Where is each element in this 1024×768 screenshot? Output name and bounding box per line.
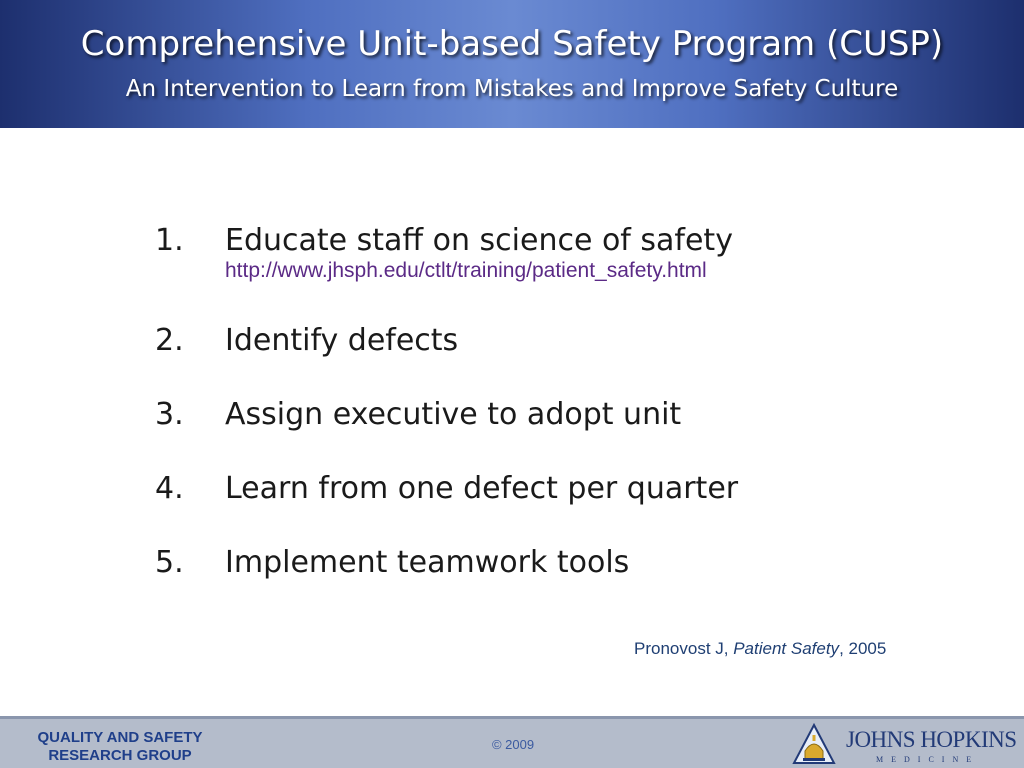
list-item-text: Educate staff on science of safety xyxy=(225,223,733,258)
list-item-text: Implement teamwork tools xyxy=(225,545,630,580)
list-item-number: 3. xyxy=(155,397,184,432)
citation xyxy=(634,638,886,660)
patient-safety-training-link[interactable]: http://www.jhsph.edu/ctlt/training/patient_safety.html xyxy=(225,259,707,282)
johns-hopkins-logo-text: JOHNS HOPKINS xyxy=(846,727,1017,752)
list-item-number: 1. xyxy=(155,223,184,258)
citation-work: Patient Safety xyxy=(733,639,840,658)
medicine-logo-text: MEDICINE xyxy=(876,755,980,764)
copyright: © 2009 xyxy=(491,737,535,752)
list-item-number: 4. xyxy=(155,471,184,506)
research-group-line2: RESEARCH GROUP xyxy=(48,747,192,764)
citation-author: Pronovost J, xyxy=(634,639,734,658)
list-item-number: 5. xyxy=(155,545,184,580)
research-group-label xyxy=(0,729,240,765)
list-item-number: 2. xyxy=(155,323,184,358)
research-group-line1: QUALITY AND SAFETY xyxy=(37,729,203,746)
slide-header xyxy=(0,0,1024,128)
slide-title: Comprehensive Unit-based Safety Program (CUSP) xyxy=(80,24,944,64)
list-item-text: Learn from one defect per quarter xyxy=(225,471,739,506)
hopkins-dome-icon xyxy=(792,723,836,767)
citation-year: , 2005 xyxy=(839,639,887,658)
list-item-text: Identify defects xyxy=(225,323,459,358)
slide-footer xyxy=(0,716,1024,768)
list-item-text: Assign executive to adopt unit xyxy=(225,397,682,432)
slide-subtitle: An Intervention to Learn from Mistakes and Improve Safety Culture xyxy=(125,76,899,102)
